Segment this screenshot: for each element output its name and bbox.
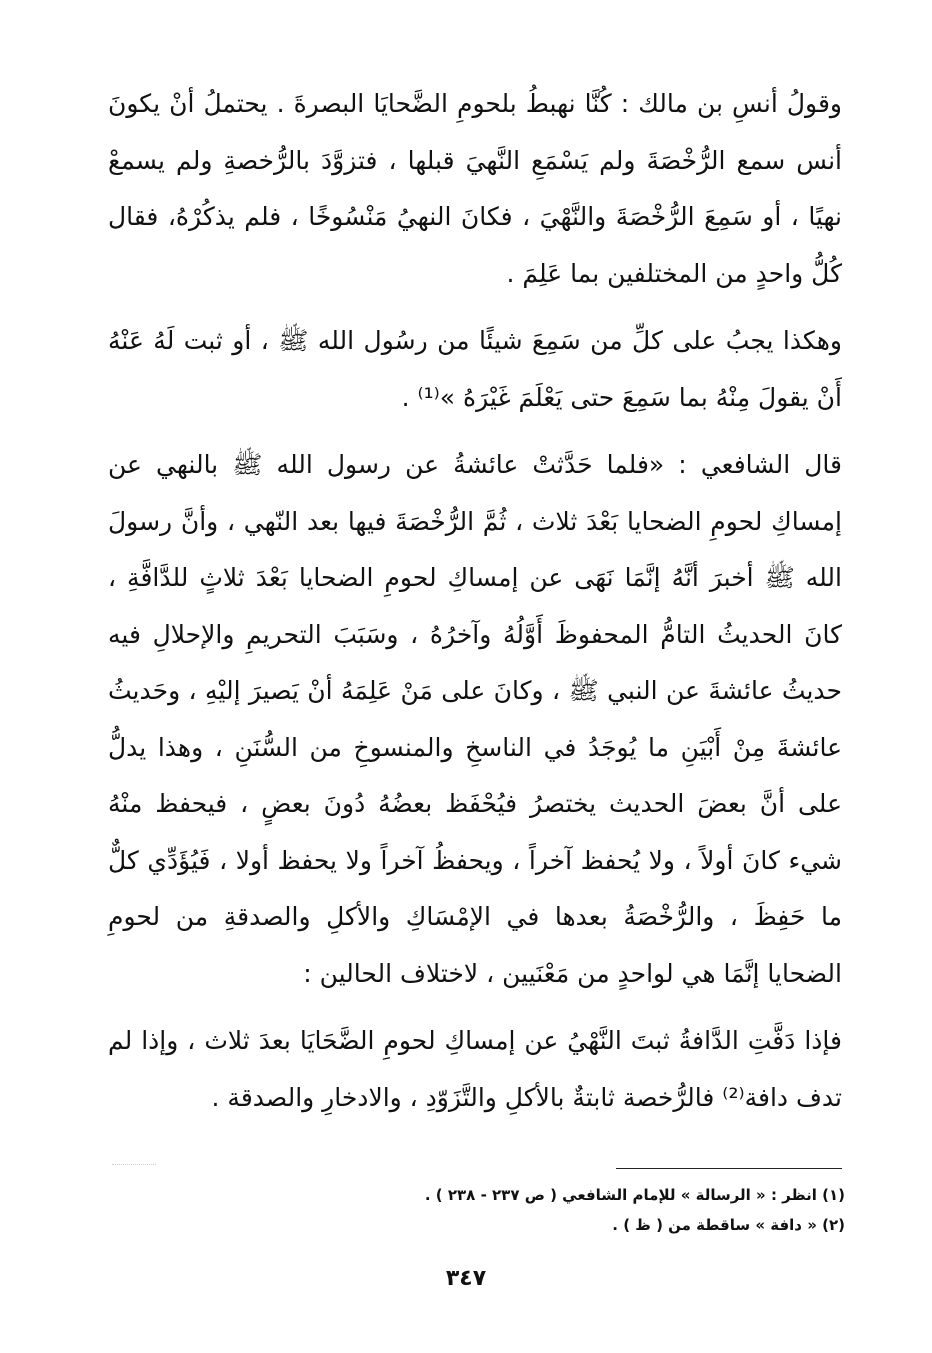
- footnotes: [300, 1180, 845, 1240]
- paragraph-4: فإذا دَفَّتِ الدَّافةُ ثبتَ النَّهْيُ عن إمساكِ لحومِ الضَّحَايَا بعدَ ثلاث ، وإذا لم تدف دافة⁽²⁾ فالرُّخصة ثابتةٌ بالأكلِ والتَّزَوّدِ ، والادخارِ والصدقة .: [108, 1026, 842, 1112]
- paragraph-3: قال الشافعي : «فلما حَدَّثتْ عائشةُ عن رسول الله ﷺ بالنهي عن إمساكِ لحومِ الضحايا بَعْدَ ثلاث ، ثُمَّ الرُّخْصَةَ فيها بعد النّهي ، وأنَّ رسولَ الله ﷺ أخبرَ أنَّهُ إنَّمَا نَهَى عن إمساكِ لحومِ الضحايا بَعْدَ ثلاثٍ للدَّافَّةِ ، كانَ الحديثُ التامُّ المحفوظَ أَوَّلُهُ وآخرُهُ ، وسَبَبَ التحريمِ والإحلالِ فيه حديثُ عائشةَ عن النبي ﷺ ، وكانَ على مَنْ عَلِمَهُ أنْ يَصيرَ إليْهِ ، وحَديثُ عائشةَ مِنْ أَبْيَنِ ما يُوجَدُ في الناسخِ والمنسوخِ من السُّنَنِ ، وهذا يدلُّ على أنَّ بعضَ الحديث يختصرُ فيُحْفَظ بعضُهُ دُونَ بعضٍ ، فيحفظ منْهُ شيء كانَ أولاً ، ولا يُحفظ آخراً ، ويحفظُ آخراً ولا يحفظ أولا ، فَيُؤَدِّي كلٌّ ما حَفِظَ ، والرُّخْصَةُ بعدها في الإمْسَاكِ والأكلِ والصدقةِ من لحومِ الضحايا إنَّمَا هي لواحدٍ من مَعْنَيين ، لاختلاف الحالين :: [108, 450, 842, 988]
- paragraph-2: وهكذا يجبُ على كلِّ من سَمِعَ شيئًا من رسُول الله ﷺ ، أو ثبت لَهُ عَنْهُ أَنْ يقولَ مِنْهُ بما سَمِعَ حتى يَعْلَمَ غَيْرَهُ »⁽¹⁾ .: [108, 326, 842, 412]
- footnote-2: (٢) « دافة » ساقطة من ( ظ ) .: [612, 1216, 845, 1234]
- main-text: [108, 76, 842, 1126]
- footnote-1: (١) انظر : « الرسالة » للإمام الشافعي ( ص ٢٣٧ - ٢٣٨ ) .: [424, 1186, 845, 1204]
- footnote-divider: [616, 1168, 842, 1169]
- faint-dotted-mark: [112, 1164, 156, 1165]
- page-number: ٣٤٧: [445, 1266, 487, 1291]
- paragraph-1: وقولُ أنسِ بن مالك : كُنَّا نهبطُ بلحومِ الضَّحايَا البصرةَ . يحتملُ أنْ يكونَ أنس سمع الرُّخْصَةَ ولم يَسْمَعِ النَّهيَ قبلها ، فتزوَّدَ بالرُّخصةِ ولم يسمعْ نهيًا ، أو سَمِعَ الرُّخْصَةَ والنَّهْيَ ، فكانَ النهيُ مَنْسُوخًا ، فلم يذكُرْهُ، فقال كُلُّ واحدٍ من المختلفين بما عَلِمَ .: [108, 89, 842, 288]
